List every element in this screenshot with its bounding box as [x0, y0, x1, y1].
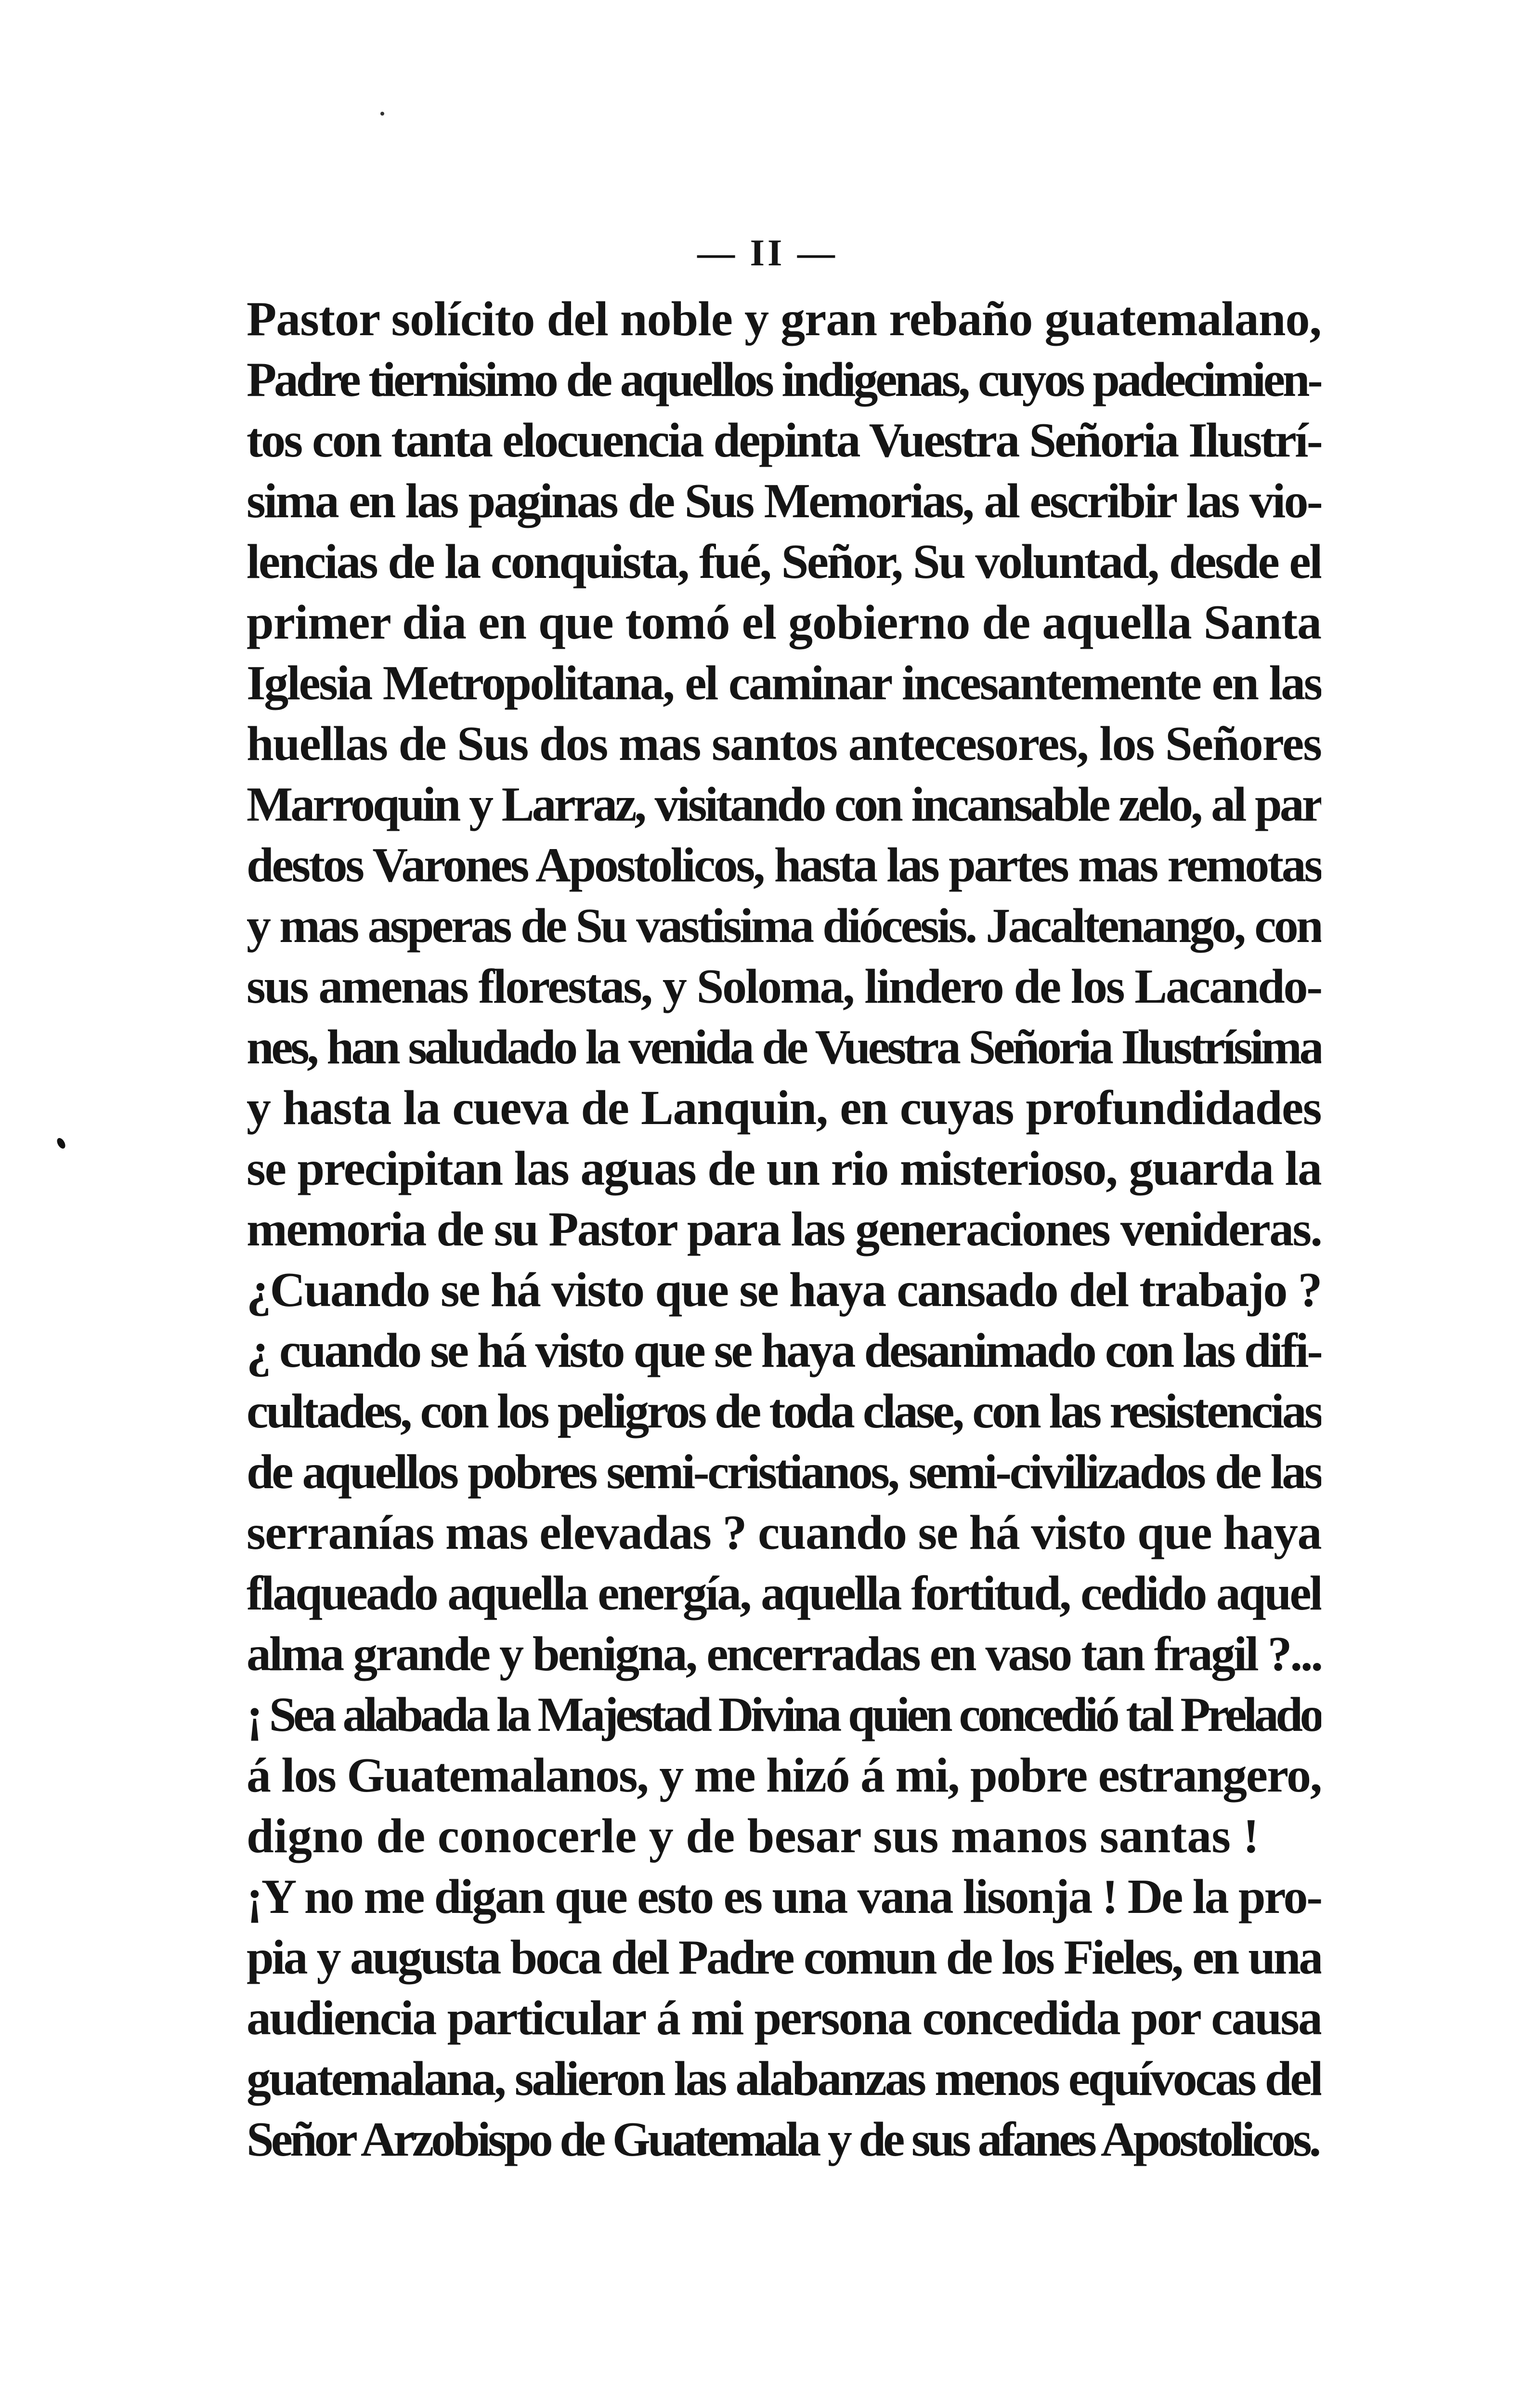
text-line: ¿Cuando se há visto que se haya cansado del trabajo ? [247, 1263, 1321, 1317]
text-line: guatemalana, salieron las alabanzas menos equívocas del [247, 2052, 1321, 2106]
text-line: y hasta la cueva de Lanquin, en cuyas profundidades [247, 1081, 1321, 1135]
text-line: Padre tiernisimo de aquellos indigenas, cuyos padecimien- [247, 353, 1321, 407]
text-line: alma grande y benigna, encerradas en vaso tan fragil ?... [247, 1627, 1321, 1681]
text-line: se precipitan las aguas de un rio misterioso, guarda la [247, 1141, 1321, 1196]
text-line: ¡Y no me digan que esto es una vana lisonja ! De la pro- [247, 1870, 1321, 1924]
text-line: nes, han saludado la venida de Vuestra Señoria Ilustrísima [247, 1020, 1321, 1074]
paragraph-2 [247, 1867, 1321, 2170]
text-line: memoria de su Pastor para las generaciones venideras. [247, 1202, 1321, 1256]
text-line: pia y augusta boca del Padre comun de los Fieles, en una [247, 1930, 1321, 1985]
text-line: á los Guatemalanos, y me hizó á mi, pobre estrangero, [247, 1748, 1321, 1803]
text-line: flaqueado aquella energía, aquella fortitud, cedido aquel [247, 1566, 1321, 1621]
text-line: sima en las paginas de Sus Memorias, al escribir las vio- [247, 474, 1321, 528]
text-line: ¡ Sea alabada la Majestad Divina quien concedió tal Prelado [247, 1688, 1321, 1742]
text-line: huellas de Sus dos mas santos antecesores, los Señores [247, 717, 1321, 771]
text-line: ¿ cuando se há visto que se haya desanimado con las difi- [247, 1323, 1321, 1378]
text-line: lencias de la conquista, fué, Señor, Su voluntad, desde el [247, 535, 1321, 589]
ink-speck [55, 1137, 67, 1150]
text-line: Marroquin y Larraz, visitando con incansable zelo, al par [247, 777, 1321, 832]
text-line: sus amenas florestas, y Soloma, lindero de los Lacando- [247, 959, 1321, 1014]
text-line: Iglesia Metropolitana, el caminar incesantemente en las [247, 656, 1321, 710]
text-line: tos con tanta elocuencia depinta Vuestra Señoria Ilustrí- [247, 413, 1321, 468]
text-line: destos Varones Apostolicos, hasta las partes mas remotas [247, 838, 1321, 892]
text-line: serranías mas elevadas ? cuando se há visto que haya [247, 1505, 1321, 1560]
paragraph-1 [247, 289, 1321, 1867]
body-text [247, 289, 1321, 2170]
page-number-header: — II — [697, 232, 838, 274]
text-line: Señor Arzobispo de Guatemala y de sus afanes Apostolicos. [247, 2112, 1319, 2167]
text-line: Pastor solícito del noble y gran rebaño guatemalano, [247, 292, 1321, 346]
text-line: cultades, con los peligros de toda clase, con las resistencias [247, 1384, 1321, 1439]
text-line: y mas asperas de Su vastisima diócesis. Jacaltenango, con [247, 899, 1321, 953]
text-line: audiencia particular á mi persona concedida por causa [247, 1991, 1321, 2045]
text-line: primer dia en que tomó el gobierno de aquella Santa [247, 595, 1321, 650]
text-line: de aquellos pobres semi-cristianos, semi-civilizados de las [247, 1445, 1321, 1499]
text-line: digno de conocerle y de besar sus manos santas ! [247, 1809, 1260, 1863]
ink-speck [380, 112, 384, 116]
